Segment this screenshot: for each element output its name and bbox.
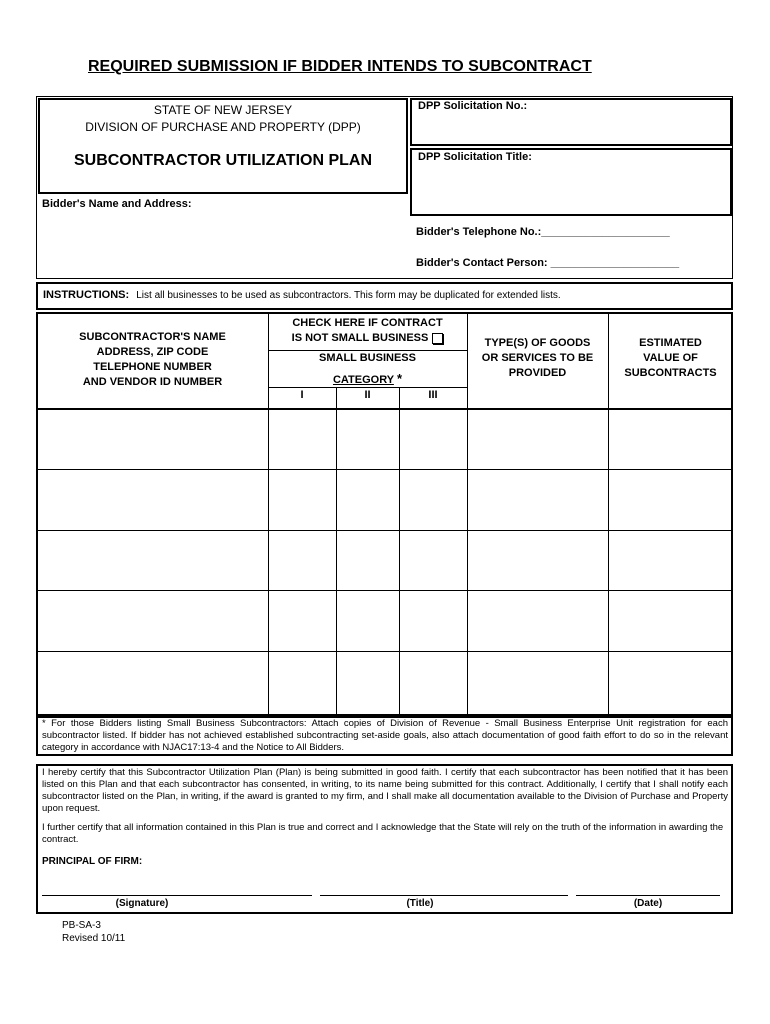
category-asterisk: * (396, 371, 403, 386)
col4-line2: VALUE OF (643, 352, 698, 364)
check-small-business-header (268, 316, 467, 346)
category-i: I (300, 389, 304, 401)
not-small-business-checkbox[interactable] (432, 333, 443, 344)
certification-para2: I further certify that all information contained in this Plan is true and correct and I acknowledge that the State will rely on the truth of the information in awarding the contract. (42, 822, 724, 845)
bidder-name-address-label: Bidder's Name and Address: (42, 198, 192, 210)
category-iii: III (428, 389, 438, 401)
certification-para1: I hereby certify that this Subcontractor Utilization Plan (Plan) is being submitted in good faith. I certify that each subcontractor has been notified that it has been listed on this Plan and that each subcontractor has consented, in writing, to its name being submitted for this contract. Additionally, I certify that I shall notify each subcontractor listed on the Plan, in writing, if the award is granted to my firm, and I shall make all documentation available to the Division of Purchase and Property upon request. (42, 767, 728, 814)
col1-line2: ADDRESS, ZIP CODE (96, 346, 209, 358)
check-line2: IS NOT SMALL BUSINESS (291, 332, 429, 344)
agency-division: DIVISION OF PURCHASE AND PROPERTY (DPP) (85, 120, 361, 134)
solicitation-title-label: DPP Solicitation Title: (418, 151, 532, 163)
principal-label: PRINCIPAL OF FIRM: (42, 856, 143, 867)
col3-line2: OR SERVICES TO BE (481, 352, 594, 364)
col4-line3: SUBCONTRACTS (624, 367, 717, 379)
col-goods-services-header (467, 336, 608, 381)
category-ii: II (364, 389, 371, 401)
col4-line1: ESTIMATED (639, 337, 702, 349)
col-estimated-value-header (608, 336, 733, 381)
instructions-label: INSTRUCTIONS: (43, 289, 130, 301)
small-business-label: SMALL BUSINESS (319, 352, 416, 364)
bidder-contact-label[interactable]: Bidder's Contact Person: _____________________ (416, 257, 680, 269)
col1-line4: AND VENDOR ID NUMBER (82, 376, 223, 388)
check-line1: CHECK HERE IF CONTRACT (292, 317, 443, 329)
instructions-text: List all businesses to be used as subcontractors. This form may be duplicated for extended lists. (136, 290, 561, 301)
signature-label: (Signature) (115, 898, 169, 909)
col3-line1: TYPE(S) OF GOODS (484, 337, 591, 349)
agency-state: STATE OF NEW JERSEY (153, 103, 293, 117)
check-line2-wrap (268, 331, 467, 346)
instructions (43, 289, 561, 301)
form-title: SUBCONTRACTOR UTILIZATION PLAN (73, 152, 373, 169)
col1-line1: SUBCONTRACTOR'S NAME (79, 331, 226, 343)
bidder-telephone-label[interactable]: Bidder's Telephone No.:_____________________ (416, 226, 670, 238)
revised-date: Revised 10/11 (62, 933, 126, 944)
date-label: (Date) (633, 898, 663, 909)
date-line[interactable] (576, 895, 720, 896)
page-title: REQUIRED SUBMISSION IF BIDDER INTENDS TO SUBCONTRACT (88, 58, 592, 75)
category-label: CATEGORY (332, 374, 394, 386)
category-header (268, 371, 467, 386)
form-id: PB-SA-3 (62, 920, 101, 931)
solicitation-no-label: DPP Solicitation No.: (418, 100, 528, 112)
title-line[interactable] (320, 895, 568, 896)
col1-line3: TELEPHONE NUMBER (93, 361, 212, 373)
signature-line[interactable] (42, 895, 312, 896)
col-subcontractor-header (37, 330, 268, 390)
col3-line3: PROVIDED (508, 367, 567, 379)
footnote: * For those Bidders listing Small Business Subcontractors: Attach copies of Division of Revenue - Small Business Enterprise Unit registration for each subcontractor listed. If bidder has not achieved established subcontracting set-aside goals, also attach documentation of good faith effort to do so in the relevant category in accordance with NJAC17:13-4 and the Notice to All Bidders. (42, 718, 728, 753)
title-label: (Title) (406, 898, 434, 909)
